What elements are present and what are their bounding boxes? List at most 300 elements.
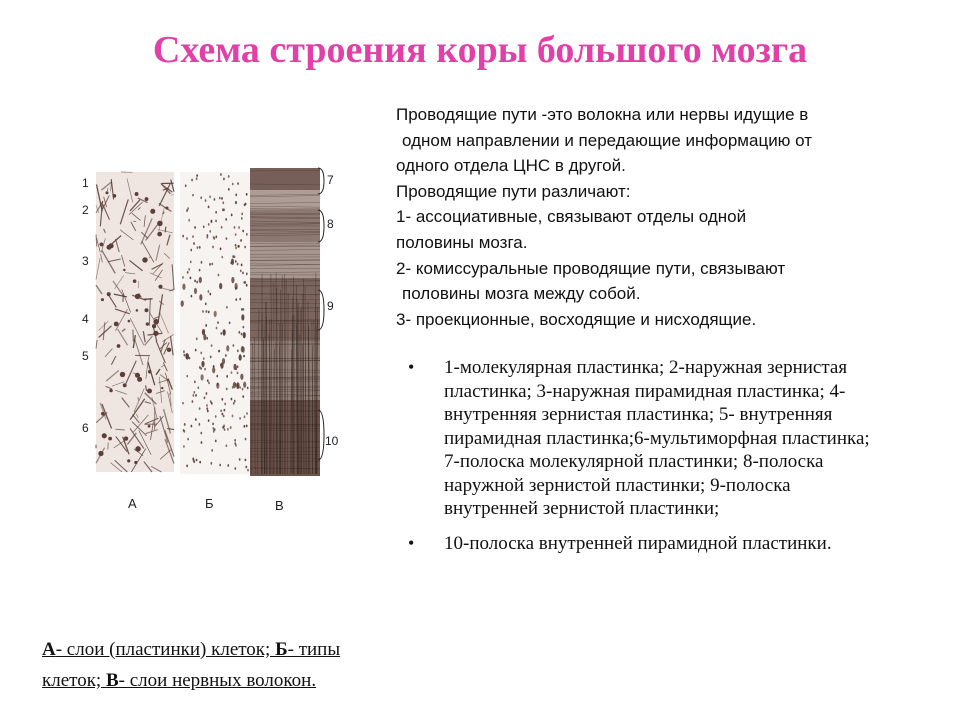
cell-body — [243, 425, 245, 428]
cell-body — [223, 178, 225, 181]
caption-letter-a: А — [42, 639, 56, 660]
cell-body — [192, 400, 194, 403]
cell-body — [225, 354, 227, 357]
cell-body — [235, 193, 237, 196]
cell-body — [218, 274, 220, 277]
figure-caption — [42, 634, 432, 696]
cell-body — [190, 249, 192, 252]
text-line: 3- проекционные, восходящие и нисходящие. — [396, 309, 757, 329]
cell-body — [220, 332, 222, 335]
cell-body — [186, 353, 189, 359]
cell-body — [209, 230, 211, 233]
neuron-body — [136, 309, 139, 312]
column-b-cells — [180, 172, 250, 474]
cell-body — [186, 464, 188, 467]
cell-body — [200, 432, 202, 435]
cell-body — [215, 211, 217, 214]
neuron-body — [102, 433, 107, 438]
cell-body — [215, 415, 217, 418]
text-line: Проводящие пути различают: — [396, 181, 631, 201]
cell-body — [228, 175, 230, 178]
neuron-body — [120, 372, 125, 377]
cell-body — [200, 196, 202, 199]
cell-body — [235, 233, 237, 236]
cell-body — [200, 351, 202, 354]
cell-body — [241, 314, 244, 320]
cell-body — [245, 438, 247, 441]
cell-body — [235, 244, 237, 247]
cell-body — [207, 410, 209, 413]
cell-body — [206, 310, 208, 313]
cell-body — [211, 344, 213, 347]
cell-body — [241, 217, 243, 220]
text-line: одного отдела ЦНС в другой. — [396, 156, 626, 176]
cell-body — [242, 326, 244, 329]
cell-body — [211, 262, 213, 265]
neuron-body — [101, 298, 104, 301]
neuron-body — [99, 242, 103, 246]
cell-body — [219, 464, 221, 467]
cell-body — [196, 337, 198, 340]
neuron-body — [113, 194, 117, 198]
neuron-body — [128, 320, 131, 323]
cell-body — [232, 183, 234, 186]
cell-body — [242, 230, 244, 233]
neuron-body — [123, 269, 125, 271]
cell-body — [181, 300, 184, 306]
cell-body — [227, 464, 229, 467]
cell-body — [199, 277, 202, 283]
cell-body — [203, 357, 205, 360]
cell-body — [201, 441, 203, 444]
pathways-text — [396, 102, 916, 332]
cell-body — [226, 237, 228, 240]
cell-body — [222, 208, 224, 211]
cell-body — [185, 184, 187, 187]
cell-body — [194, 226, 196, 229]
neuron-body — [148, 370, 151, 373]
cell-body — [205, 324, 207, 327]
cell-body — [187, 271, 189, 274]
cell-body — [239, 354, 242, 360]
cell-body — [208, 205, 210, 208]
cell-body — [212, 422, 214, 425]
cell-body — [202, 329, 205, 335]
cell-body — [195, 418, 197, 421]
cell-body — [230, 426, 232, 429]
neuron-body — [117, 344, 121, 348]
cell-body — [238, 331, 240, 334]
cell-body — [182, 235, 184, 238]
text-line: половины мозга. — [396, 232, 528, 252]
cell-body — [204, 368, 206, 371]
cell-body — [193, 459, 195, 462]
cell-body — [246, 272, 248, 275]
cell-body — [210, 220, 212, 223]
cell-body — [241, 212, 243, 215]
cell-body — [218, 350, 220, 353]
cell-body — [199, 294, 202, 300]
cell-body — [201, 261, 203, 264]
cell-body — [237, 245, 239, 248]
cell-body — [235, 201, 237, 204]
caption-text-v: - слои нервных волокон. — [118, 670, 317, 691]
cell-body — [232, 344, 234, 347]
caption-line2-start: клеток; — [42, 670, 106, 691]
cell-body — [182, 276, 184, 279]
neuron-body — [161, 387, 163, 389]
cell-body — [215, 235, 217, 238]
cell-body — [195, 349, 197, 352]
cell-body — [245, 466, 247, 469]
cell-body — [241, 333, 243, 336]
neuron-body — [135, 192, 139, 196]
cell-body — [193, 242, 195, 245]
cell-body — [231, 214, 233, 217]
cell-body — [247, 469, 249, 472]
cell-body — [190, 276, 192, 279]
list-item-text: 10-полоска внутренней пирамидной пластинки. — [444, 532, 832, 554]
cell-body — [213, 236, 215, 239]
cell-body — [237, 365, 239, 368]
cell-body — [220, 409, 222, 412]
cell-body — [243, 382, 246, 388]
bullet-icon: • — [408, 357, 415, 377]
cell-body — [243, 332, 246, 338]
neuron-body — [107, 292, 111, 296]
neuron-body — [145, 308, 149, 312]
cell-body — [232, 386, 234, 389]
cell-body — [231, 371, 233, 374]
cell-body — [240, 269, 242, 272]
cell-body — [244, 281, 246, 284]
cell-body — [239, 386, 241, 389]
cell-body — [244, 246, 246, 249]
cell-body — [224, 403, 226, 406]
cell-body — [204, 396, 206, 399]
cell-body — [203, 225, 205, 228]
neuron-body — [157, 232, 162, 237]
cell-body — [246, 233, 248, 236]
cell-body — [226, 375, 228, 378]
cell-body — [184, 430, 186, 433]
cell-body — [207, 234, 209, 237]
cell-body — [239, 458, 241, 461]
cell-body — [237, 349, 239, 352]
column-label-v: В — [275, 498, 284, 513]
neuron-body — [106, 191, 109, 194]
neuron-body — [157, 221, 163, 227]
cell-body — [206, 337, 208, 340]
neuron-body — [114, 322, 119, 327]
cell-body — [234, 383, 236, 386]
cell-body — [182, 284, 185, 290]
cell-body — [232, 415, 234, 418]
cell-body — [219, 283, 222, 289]
cell-body — [226, 388, 228, 391]
cell-body — [221, 226, 223, 229]
cell-body — [246, 284, 248, 287]
cell-body — [223, 409, 225, 412]
cell-body — [246, 424, 248, 427]
cell-body — [208, 311, 210, 314]
neuron-body — [148, 425, 151, 428]
text-line: одном направлении и передающие информацию от — [402, 130, 813, 150]
cell-body — [186, 209, 188, 212]
neuron-body — [145, 197, 149, 201]
cell-body — [210, 462, 212, 465]
cell-body — [224, 428, 226, 431]
cell-body — [216, 327, 218, 330]
cell-body — [226, 306, 228, 309]
neuron-body — [124, 436, 128, 440]
cell-body — [223, 415, 225, 418]
neuron-body — [123, 383, 127, 387]
cell-body — [192, 394, 194, 397]
cell-body — [239, 298, 241, 301]
cell-body — [211, 402, 213, 405]
cell-body — [216, 375, 218, 378]
cell-body — [231, 398, 233, 401]
cell-body — [191, 179, 193, 182]
neuron-body — [101, 412, 105, 416]
caption-line-2 — [42, 670, 316, 691]
cell-body — [209, 293, 211, 296]
cortex-diagram-svg — [70, 150, 360, 530]
cell-body — [208, 223, 210, 226]
band-number: 8 — [327, 217, 334, 231]
cell-body — [192, 235, 194, 238]
band-number: 10 — [325, 434, 339, 448]
cell-body — [197, 386, 199, 389]
cell-body — [196, 459, 198, 462]
cell-body — [208, 381, 210, 384]
column-v-fibers — [250, 168, 324, 476]
cell-body — [235, 247, 237, 250]
cell-body — [208, 419, 210, 422]
cell-body — [191, 295, 193, 298]
cell-body — [195, 394, 197, 397]
cell-body — [199, 407, 201, 410]
cell-body — [215, 439, 217, 442]
neuron-body — [153, 331, 158, 336]
list-item — [408, 356, 878, 521]
cell-body — [200, 367, 202, 370]
cell-body — [240, 374, 243, 380]
cell-body — [220, 363, 222, 366]
list-item — [408, 532, 878, 556]
cell-body — [242, 395, 244, 398]
cell-body — [221, 197, 223, 200]
cell-body — [213, 430, 215, 433]
cell-body — [211, 449, 213, 452]
cell-body — [183, 354, 185, 357]
cell-body — [233, 402, 235, 405]
cell-body — [196, 177, 198, 180]
cell-body — [220, 247, 222, 250]
neuron-body — [135, 446, 141, 452]
cell-body — [229, 321, 231, 324]
layers-legend-list — [408, 356, 878, 555]
cell-body — [187, 438, 189, 441]
neuron-body — [147, 389, 152, 394]
neuron-body — [108, 437, 112, 441]
cell-body — [199, 269, 201, 272]
cell-body — [241, 346, 244, 352]
cell-body — [234, 467, 236, 470]
cell-body — [199, 246, 201, 249]
cell-body — [212, 246, 214, 249]
cell-body — [206, 392, 208, 395]
band-number: 9 — [327, 299, 334, 313]
cell-body — [221, 256, 223, 259]
neuron-body — [142, 257, 147, 262]
neuron-body — [146, 322, 149, 325]
cell-body — [225, 218, 227, 221]
neuron-body — [153, 319, 159, 325]
cell-body — [199, 461, 201, 464]
cell-body — [231, 277, 234, 283]
column-label-b: Б — [205, 496, 214, 511]
layer-number: 2 — [82, 203, 89, 217]
cell-body — [237, 372, 239, 375]
caption-line-1 — [42, 639, 340, 660]
cell-body — [220, 173, 222, 176]
cell-body — [237, 182, 239, 185]
cell-body — [234, 442, 236, 445]
cell-body — [212, 427, 214, 430]
cell-body — [234, 439, 236, 442]
cell-body — [242, 271, 244, 274]
cell-body — [193, 391, 195, 394]
cell-body — [194, 288, 197, 294]
cell-body — [222, 201, 224, 204]
cell-body — [210, 355, 212, 358]
text-line: Проводящие пути -это волокна или нервы идущие в — [396, 105, 809, 124]
column-a-neurons — [96, 172, 174, 472]
neuron-body — [106, 245, 111, 250]
layer-number: 6 — [82, 421, 89, 435]
cell-body — [225, 444, 227, 447]
band-number: 7 — [327, 173, 334, 187]
cell-body — [232, 255, 234, 258]
neuron-body — [135, 294, 140, 299]
cell-body — [214, 311, 217, 317]
layer-number: 4 — [82, 312, 89, 326]
cell-body — [215, 220, 217, 223]
caption-text-a: - слои (пластинки) клеток; — [55, 639, 276, 660]
cell-body — [245, 458, 247, 461]
cell-body — [186, 237, 188, 240]
cell-body — [244, 203, 246, 206]
cortex-diagram — [70, 150, 360, 530]
cell-body — [242, 388, 244, 391]
cell-body — [191, 425, 193, 428]
cell-body — [209, 195, 211, 198]
cell-body — [197, 246, 199, 249]
cell-body — [239, 417, 241, 420]
cell-body — [219, 197, 221, 200]
cell-body — [188, 219, 190, 222]
cell-body — [227, 428, 229, 431]
neuron-body — [137, 377, 142, 382]
neuron-fiber — [138, 397, 139, 400]
cell-body — [247, 387, 249, 390]
cell-body — [209, 263, 211, 266]
cell-body — [202, 310, 204, 313]
list-item-text: 1-молекулярная пластинка; 2-наружная зернистая пластинка; 3-наружная пирамидная пластинка; 4- внутренняя зернистая пластинка; 5- внутренняя пирамидная пластинка;6-мультиморфная пластинка; 7-полоска молекулярной пластинки; 8-полоска наружной зернистой пластинки; 9-полоска внутренней зернистой пластинки; — [444, 357, 870, 519]
neuron-body — [165, 206, 168, 209]
cell-body — [183, 350, 185, 353]
cell-body — [217, 321, 219, 324]
cell-body — [221, 398, 223, 401]
neuron-body — [134, 461, 137, 464]
cell-body — [241, 263, 243, 266]
cell-body — [234, 226, 236, 229]
cell-body — [205, 199, 207, 202]
cell-body — [240, 239, 242, 242]
cell-body — [186, 375, 188, 378]
cell-body — [222, 426, 224, 429]
neuron-body — [98, 451, 103, 456]
cell-body — [244, 415, 246, 418]
cell-body — [196, 281, 198, 284]
cell-body — [238, 226, 240, 229]
neuron-body — [152, 324, 156, 328]
slide-title: Схема строения коры большого мозга — [152, 29, 808, 71]
neuron-body — [167, 348, 171, 352]
cell-body — [208, 290, 210, 293]
cell-body — [188, 268, 190, 271]
caption-letter-b: Б — [275, 639, 288, 660]
layer-number: 5 — [82, 349, 89, 363]
cell-body — [246, 193, 248, 196]
cell-body — [228, 188, 230, 191]
cell-body — [206, 404, 208, 407]
cell-body — [214, 198, 216, 201]
cell-body — [222, 413, 224, 416]
cell-body — [246, 412, 248, 415]
text-line: 1- ассоциативные, связывают отделы одной — [396, 207, 747, 227]
cell-body — [183, 445, 185, 448]
neuron-body — [150, 209, 155, 214]
cell-body — [182, 402, 184, 405]
cell-body — [194, 279, 196, 282]
cell-body — [194, 380, 196, 383]
cell-body — [236, 383, 239, 389]
cell-body — [243, 355, 245, 358]
cell-body — [234, 283, 237, 289]
cell-body — [235, 367, 237, 370]
cell-body — [207, 379, 209, 382]
bullet-icon: • — [408, 532, 415, 553]
caption-letter-v: В — [105, 670, 119, 691]
layer-number: 1 — [82, 176, 89, 190]
neuron-body — [133, 279, 137, 283]
column-label-a: А — [128, 496, 137, 511]
cell-body — [198, 423, 200, 426]
cell-body — [196, 174, 198, 177]
cell-body — [200, 374, 203, 380]
neuron-body — [127, 459, 130, 462]
cell-body — [192, 194, 194, 197]
cell-body — [235, 260, 237, 263]
cell-body — [216, 382, 219, 388]
cell-body — [235, 298, 237, 301]
neuron-body — [158, 285, 162, 289]
fiber-band — [250, 168, 320, 190]
cell-body — [223, 329, 226, 335]
